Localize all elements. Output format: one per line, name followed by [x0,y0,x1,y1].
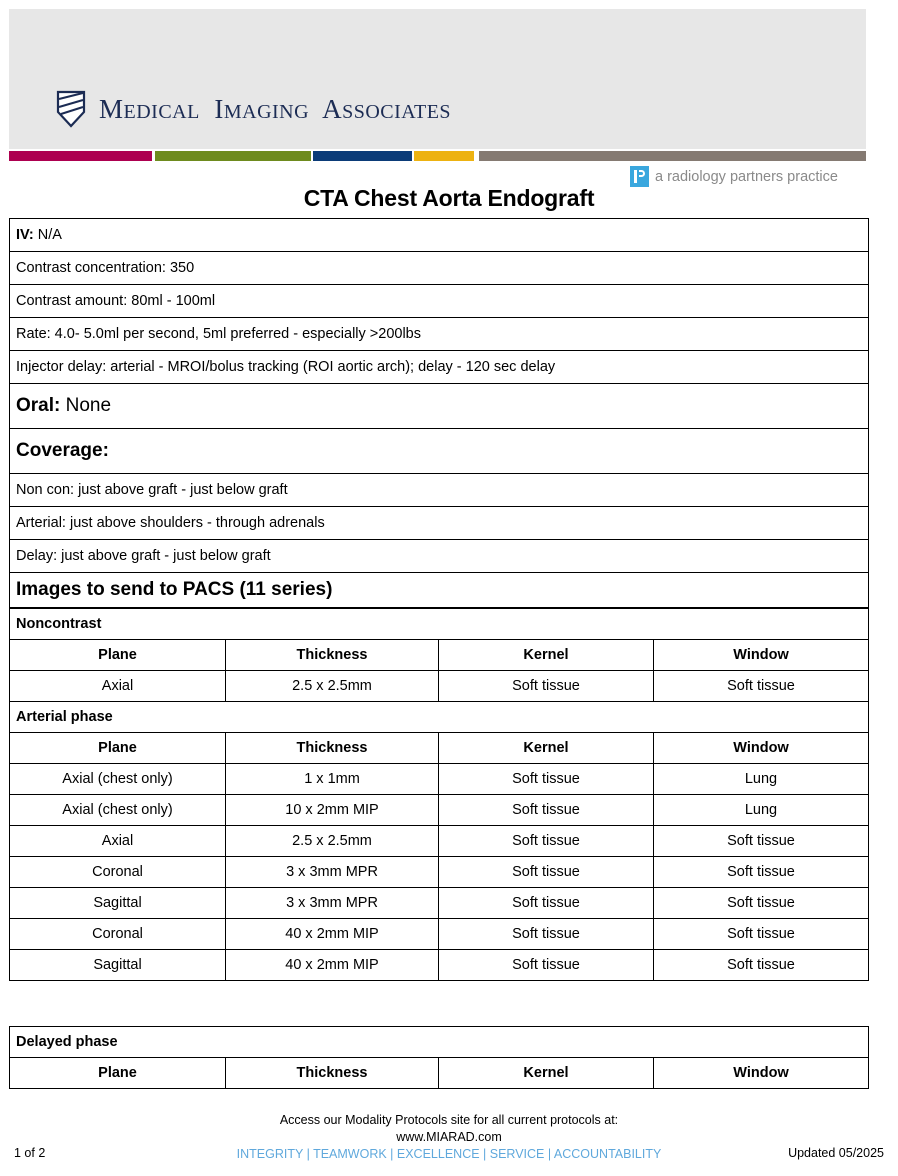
color-swatch-taupe [479,151,866,161]
cell-window: Soft tissue [654,857,869,888]
iv-cell [10,219,869,252]
column-header-plane: Plane [10,733,226,764]
iv-value: N/A [33,227,62,243]
page-footer [0,1112,898,1163]
noncontrast-label-cell: Noncontrast [10,609,869,640]
cell-plane: Axial [10,826,226,857]
iv-label: IV: [16,227,34,243]
column-header-window: Window [654,733,869,764]
cell-window: Soft tissue [654,826,869,857]
org-word-imaging: IMAGING [214,93,310,124]
cell-thickness: 10 x 2mm MIP [226,795,439,826]
header-band [9,9,866,149]
page-number: 1 of 2 [14,1146,46,1160]
cell-kernel: Soft tissue [439,888,654,919]
table-row-iv [10,219,869,252]
organization-name [99,94,451,125]
organization-logo [56,90,451,128]
delayed-phase-table [9,1026,869,1089]
table-row [10,351,869,384]
cell-plane: Sagittal [10,950,226,981]
cell-kernel: Soft tissue [439,950,654,981]
cell-window: Soft tissue [654,919,869,950]
table-header-row [10,1058,869,1089]
radiology-partners-badge [630,166,838,187]
table-row [10,252,869,285]
oral-value: None [60,395,112,416]
coverage-cell [10,429,869,474]
footer-website: www.MIARAD.com [396,1130,502,1144]
cell-kernel: Soft tissue [439,826,654,857]
cell-plane: Axial (chest only) [10,764,226,795]
cell-kernel: Soft tissue [439,795,654,826]
oral-cell [10,384,869,429]
table-row-oral [10,384,869,429]
coverage-arterial-cell: Arterial: just above shoulders - through adrenals [10,507,869,540]
cell-window: Soft tissue [654,671,869,702]
column-header-kernel: Kernel [439,733,654,764]
table-row [10,671,869,702]
updated-date: Updated 05/2025 [788,1146,884,1160]
cell-plane: Coronal [10,857,226,888]
cell-plane: Axial [10,671,226,702]
cell-window: Lung [654,764,869,795]
cell-plane: Coronal [10,919,226,950]
table-row-pacs-heading [10,573,869,608]
table-row [10,919,869,950]
contrast-amount-cell: Contrast amount: 80ml - 100ml [10,285,869,318]
org-word-medical: MEDICAL [99,93,200,124]
injector-delay-cell: Injector delay: arterial - MROI/bolus tracking (ROI aortic arch); delay - 120 sec delay [10,351,869,384]
delayed-phase-label-cell: Delayed phase [10,1027,869,1058]
table-row-noncontrast [10,609,869,640]
column-header-window: Window [654,1058,869,1089]
oral-label: Oral: [16,395,61,416]
table-row [10,285,869,318]
coverage-noncon-cell: Non con: just above graft - just below graft [10,474,869,507]
cell-plane: Sagittal [10,888,226,919]
protocol-table [9,218,869,608]
contrast-concentration-cell: Contrast concentration: 350 [10,252,869,285]
table-header-row [10,640,869,671]
cell-thickness: 40 x 2mm MIP [226,950,439,981]
color-swatch-green [155,151,311,161]
column-header-kernel: Kernel [439,1058,654,1089]
cell-window: Soft tissue [654,888,869,919]
table-row-delayed-phase [10,1027,869,1058]
column-header-plane: Plane [10,1058,226,1089]
cell-thickness: 3 x 3mm MPR [226,857,439,888]
pacs-heading-cell: Images to send to PACS (11 series) [10,573,869,608]
table-row [10,795,869,826]
rate-cell: Rate: 4.0- 5.0ml per second, 5ml preferred - especially >200lbs [10,318,869,351]
rp-logo-icon [630,166,649,187]
table-row-arterial-phase [10,702,869,733]
cell-thickness: 1 x 1mm [226,764,439,795]
org-word-associates: ASSOCIATES [322,93,452,124]
footer-values-line: INTEGRITY | TEAMWORK | EXCELLENCE | SERVICE | ACCOUNTABILITY [236,1147,662,1161]
table-row [10,507,869,540]
cell-window: Lung [654,795,869,826]
rp-badge-label: a radiology partners practice [655,168,838,185]
column-header-plane: Plane [10,640,226,671]
column-header-kernel: Kernel [439,640,654,671]
table-row [10,764,869,795]
table-row [10,540,869,573]
cell-kernel: Soft tissue [439,919,654,950]
coverage-delay-cell: Delay: just above graft - just below graft [10,540,869,573]
cell-thickness: 2.5 x 2.5mm [226,826,439,857]
cell-window: Soft tissue [654,950,869,981]
table-row [10,474,869,507]
series-table [9,608,869,981]
column-header-thickness: Thickness [226,1058,439,1089]
cell-kernel: Soft tissue [439,857,654,888]
table-row [10,826,869,857]
table-row [10,857,869,888]
arterial-phase-label-cell: Arterial phase [10,702,869,733]
column-header-thickness: Thickness [226,640,439,671]
column-header-thickness: Thickness [226,733,439,764]
footer-access-line: Access our Modality Protocols site for all current protocols at: [279,1113,619,1127]
cell-kernel: Soft tissue [439,671,654,702]
column-header-window: Window [654,640,869,671]
color-swatch-navy [313,151,412,161]
cell-plane: Axial (chest only) [10,795,226,826]
cell-kernel: Soft tissue [439,764,654,795]
brand-color-bar [9,151,866,161]
color-swatch-gold [414,151,474,161]
page-title: CTA Chest Aorta Endograft [303,185,595,211]
cell-thickness: 2.5 x 2.5mm [226,671,439,702]
table-row [10,888,869,919]
table-row [10,318,869,351]
shield-icon [56,90,86,128]
table-row-coverage [10,429,869,474]
table-row [10,950,869,981]
coverage-label: Coverage: [16,440,109,461]
table-header-row [10,733,869,764]
cell-thickness: 40 x 2mm MIP [226,919,439,950]
color-swatch-magenta [9,151,152,161]
cell-thickness: 3 x 3mm MPR [226,888,439,919]
